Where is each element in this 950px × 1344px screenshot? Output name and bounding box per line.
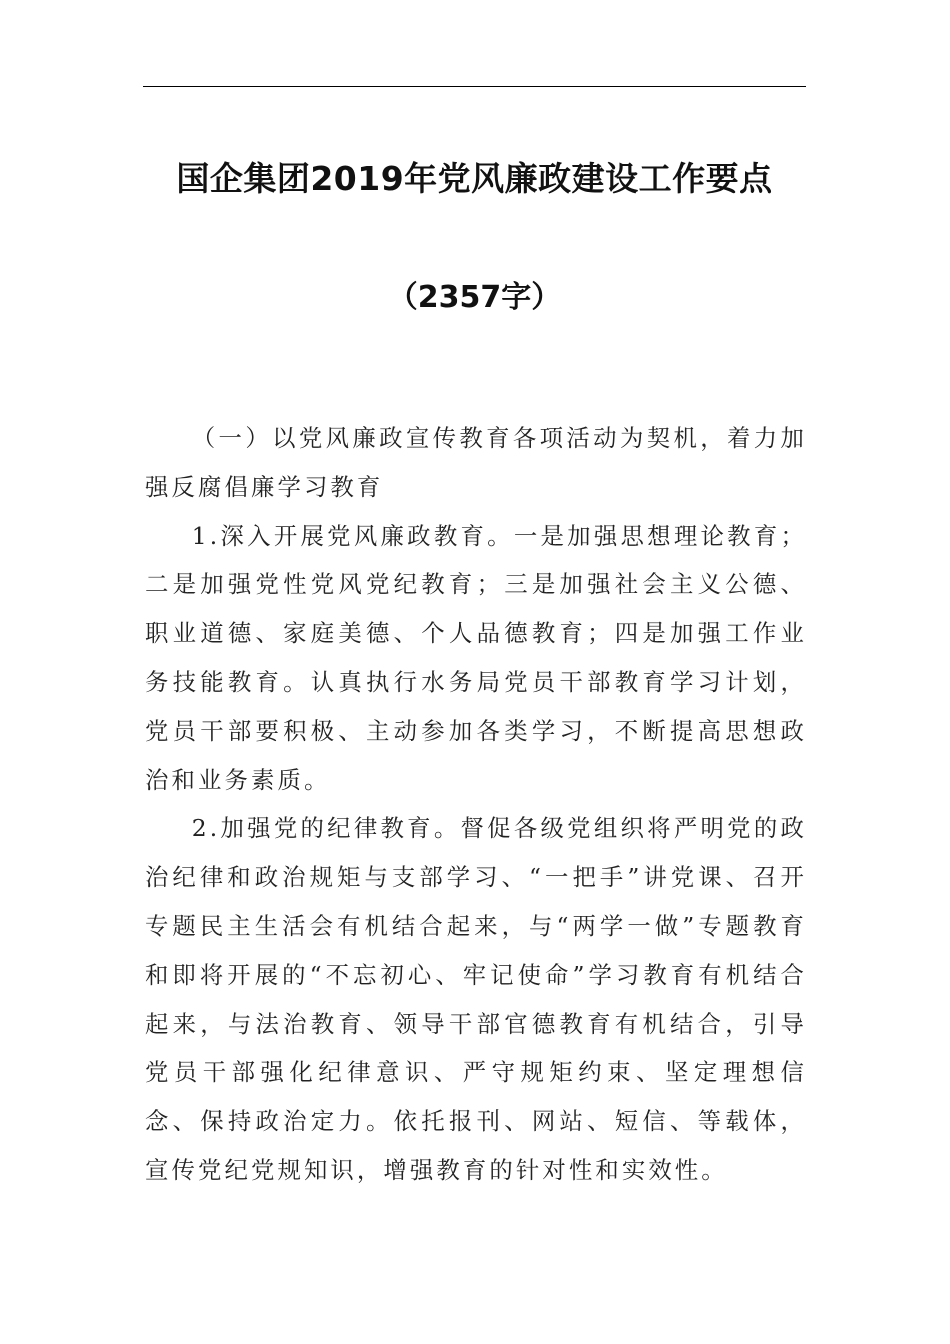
body-paragraph: 2.加强党的纪律教育。督促各级党组织将严明党的政治纪律和政治规矩与支部学习、“一把手”讲党课、召开专题民主生活会有机结合起来，与“两学一做”专题教育和即将开展的“不忘初心、牢记使命”学习教育有机结合起来，与法治教育、领导干部官德教育有机结合，引导党员干部强化纪律意识、严守规矩约束、坚定理想信念、保持政治定力。依托报刊、网站、短信、等载体，宣传党纪党规知识，增强教育的针对性和实效性。: [145, 814, 807, 1184]
word-count-subtitle: （2357字）: [387, 280, 562, 315]
section-heading: （一）以党风廉政宣传教育各项活动为契机，着力加强反腐倡廉学习教育: [145, 424, 807, 501]
document-body: [145, 414, 807, 1195]
document-title: 国企集团2019年党风廉政建设工作要点: [176, 159, 773, 198]
header-rule: [143, 86, 806, 87]
body-paragraph: 1.深入开展党风廉政教育。一是加强思想理论教育；二是加强党性党风党纪教育；三是加强社会主义公德、职业道德、家庭美德、个人品德教育；四是加强工作业务技能教育。认真执行水务局党员干部教育学习计划，党员干部要积极、主动参加各类学习，不断提高思想政治和业务素质。: [145, 521, 807, 794]
